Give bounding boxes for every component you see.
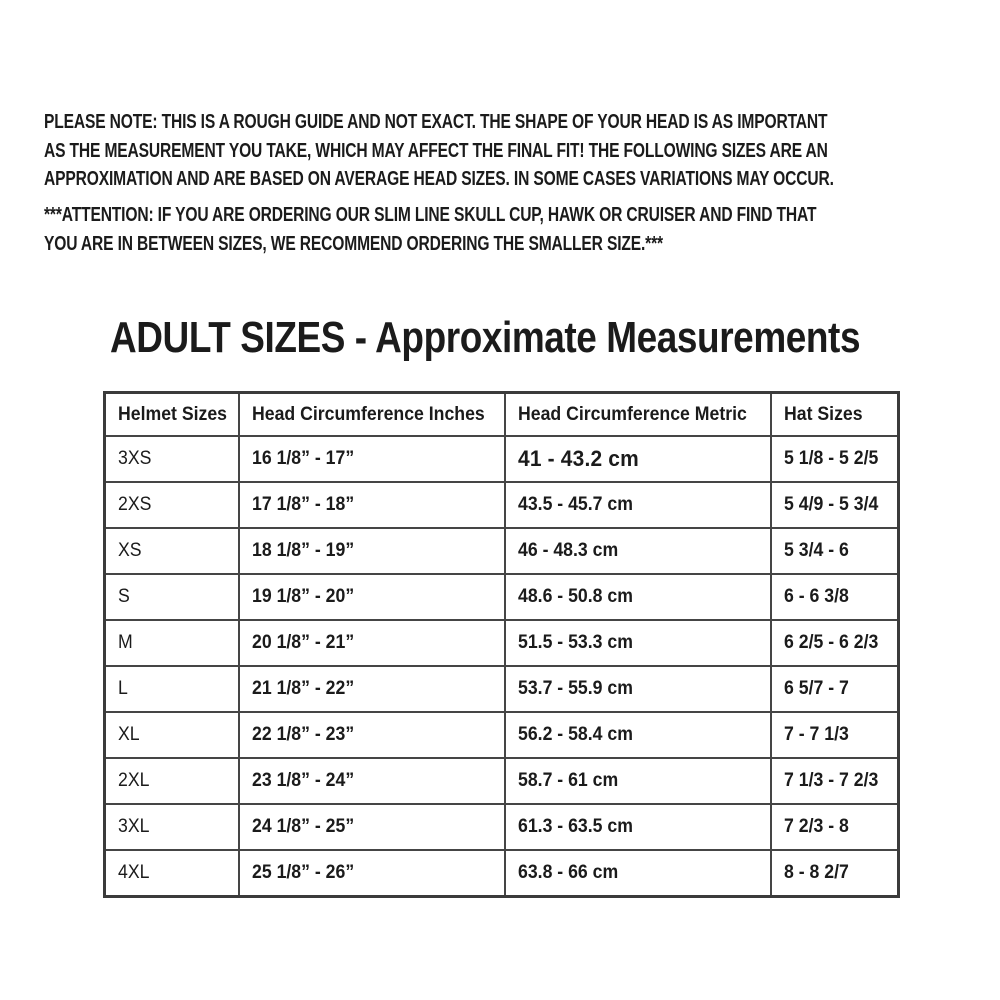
cell-hat-size — [771, 528, 899, 574]
cell-text: 19 1/8” - 20” — [251, 586, 354, 607]
cell-text: 2XL — [118, 770, 150, 791]
cell-metric — [505, 574, 771, 620]
cell-metric — [505, 436, 771, 482]
cell-hat-size — [771, 758, 899, 804]
table-row — [105, 482, 899, 528]
cell-text: 48.6 - 50.8 cm — [517, 586, 633, 607]
cell-metric — [505, 482, 771, 528]
table-row — [105, 712, 899, 758]
cell-text: L — [118, 678, 128, 699]
cell-hat-size — [771, 482, 899, 528]
cell-text: 25 1/8” - 26” — [251, 862, 354, 883]
note-line: PLEASE NOTE: THIS IS A ROUGH GUIDE AND NOT EXACT. THE SHAPE OF YOUR HEAD IS AS IMPORTANT — [44, 111, 828, 133]
cell-helmet-size — [105, 436, 239, 482]
cell-text: 4XL — [118, 862, 150, 883]
cell-text: 56.2 - 58.4 cm — [517, 724, 633, 745]
cell-text: 41 - 43.2 cm — [517, 446, 639, 471]
attention-paragraph — [44, 201, 1000, 258]
cell-metric — [505, 850, 771, 897]
cell-inches — [239, 804, 505, 850]
cell-text: 23 1/8” - 24” — [251, 770, 354, 791]
cell-text: 20 1/8” - 21” — [251, 632, 354, 653]
header-circumference-metric — [505, 393, 771, 437]
cell-metric — [505, 804, 771, 850]
table-row — [105, 850, 899, 897]
note-line: AS THE MEASUREMENT YOU TAKE, WHICH MAY AFFECT THE FINAL FIT! THE FOLLOWING SIZES ARE AN — [44, 139, 828, 162]
cell-text: 5 1/8 - 5 2/5 — [783, 448, 878, 469]
cell-helmet-size — [105, 712, 239, 758]
cell-text: 7 - 7 1/3 — [783, 724, 849, 745]
cell-text: 7 1/3 - 7 2/3 — [783, 770, 878, 791]
cell-hat-size — [771, 620, 899, 666]
cell-hat-size — [771, 804, 899, 850]
header-label: Head Circumference Metric — [517, 403, 747, 425]
header-circumference-inches — [239, 393, 505, 437]
size-table — [103, 391, 900, 898]
cell-text: 24 1/8” - 25” — [251, 816, 354, 837]
header-label: Hat Sizes — [783, 403, 863, 425]
cell-text: XL — [118, 724, 140, 745]
table-row — [105, 574, 899, 620]
cell-text: 58.7 - 61 cm — [517, 770, 618, 791]
cell-text: 17 1/8” - 18” — [251, 494, 354, 515]
cell-metric — [505, 666, 771, 712]
cell-text: 53.7 - 55.9 cm — [517, 678, 633, 699]
table-row — [105, 666, 899, 712]
attention-line: YOU ARE IN BETWEEN SIZES, WE RECOMMEND ORDERING THE SMALLER SIZE.*** — [44, 232, 663, 255]
cell-inches — [239, 436, 505, 482]
cell-helmet-size — [105, 574, 239, 620]
note-paragraph — [44, 108, 1000, 194]
header-label: Head Circumference Inches — [251, 403, 485, 425]
cell-helmet-size — [105, 758, 239, 804]
cell-text: 6 5/7 - 7 — [783, 678, 849, 699]
page-title: ADULT SIZES - Approximate Measurements — [110, 313, 861, 362]
cell-text: 6 2/5 - 6 2/3 — [783, 632, 878, 653]
cell-hat-size — [771, 436, 899, 482]
cell-text: 43.5 - 45.7 cm — [517, 494, 633, 515]
cell-inches — [239, 666, 505, 712]
cell-text: 7 2/3 - 8 — [783, 816, 849, 837]
cell-text: 21 1/8” - 22” — [251, 678, 354, 699]
cell-helmet-size — [105, 528, 239, 574]
cell-text: 22 1/8” - 23” — [251, 724, 354, 745]
cell-hat-size — [771, 850, 899, 897]
cell-helmet-size — [105, 850, 239, 897]
cell-text: 8 - 8 2/7 — [783, 862, 849, 883]
table-row — [105, 758, 899, 804]
table-row — [105, 436, 899, 482]
note-line: APPROXIMATION AND ARE BASED ON AVERAGE HEAD SIZES. IN SOME CASES VARIATIONS MAY OCCUR. — [44, 168, 834, 190]
cell-inches — [239, 758, 505, 804]
cell-hat-size — [771, 574, 899, 620]
cell-text: XS — [118, 540, 142, 561]
cell-metric — [505, 758, 771, 804]
cell-text: 61.3 - 63.5 cm — [517, 816, 633, 837]
cell-inches — [239, 528, 505, 574]
cell-text: 63.8 - 66 cm — [517, 862, 618, 883]
cell-text: 3XL — [118, 816, 150, 837]
cell-hat-size — [771, 712, 899, 758]
header-hat-sizes — [771, 393, 899, 437]
attention-line: ***ATTENTION: IF YOU ARE ORDERING OUR SLIM LINE SKULL CUP, HAWK OR CRUISER AND FIND THAT — [44, 204, 817, 226]
cell-text: S — [118, 586, 130, 607]
cell-text: 18 1/8” - 19” — [251, 540, 354, 561]
cell-text: 5 4/9 - 5 3/4 — [783, 494, 878, 515]
table-row — [105, 620, 899, 666]
cell-metric — [505, 528, 771, 574]
cell-text: 51.5 - 53.3 cm — [517, 632, 633, 653]
cell-inches — [239, 482, 505, 528]
header-label: Helmet Sizes — [118, 403, 228, 425]
cell-helmet-size — [105, 666, 239, 712]
cell-text: 46 - 48.3 cm — [517, 540, 618, 561]
cell-metric — [505, 620, 771, 666]
cell-metric — [505, 712, 771, 758]
cell-text: 3XS — [118, 448, 152, 469]
header-helmet-sizes — [105, 393, 239, 437]
cell-text: 6 - 6 3/8 — [783, 586, 849, 607]
table-header-row — [105, 393, 899, 437]
cell-inches — [239, 620, 505, 666]
table-row — [105, 804, 899, 850]
cell-helmet-size — [105, 804, 239, 850]
cell-hat-size — [771, 666, 899, 712]
cell-text: M — [118, 632, 133, 653]
cell-helmet-size — [105, 620, 239, 666]
table-row — [105, 528, 899, 574]
cell-inches — [239, 574, 505, 620]
cell-inches — [239, 850, 505, 897]
cell-text: 2XS — [118, 494, 152, 515]
cell-helmet-size — [105, 482, 239, 528]
cell-text: 16 1/8” - 17” — [251, 448, 354, 469]
cell-text: 5 3/4 - 6 — [783, 540, 849, 561]
cell-inches — [239, 712, 505, 758]
